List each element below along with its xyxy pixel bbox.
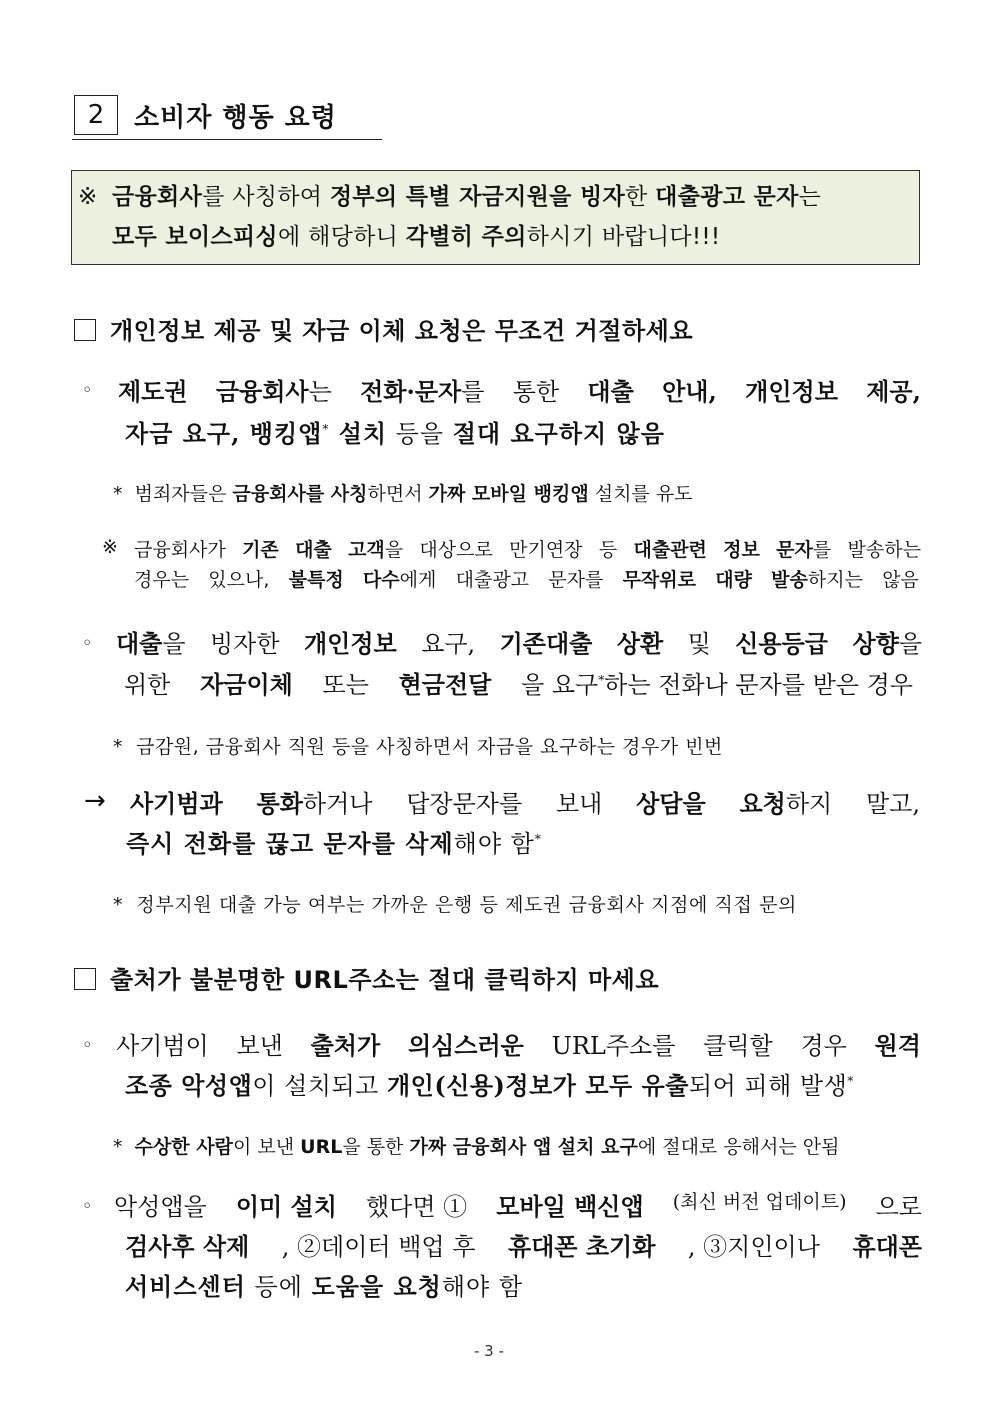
note-fake-banking-app: * 범죄자들은 금융회사를 사칭하면서 가짜 모바일 뱅킹앱 설치를 유도	[113, 483, 693, 505]
bullet1-line-1: 제도권 금융회사는 전화·문자를 통한 대출 안내, 개인정보 제공,	[118, 377, 921, 406]
bullet3-line-1: 사기범이 보낸 출처가 의심스러운 URL주소를 클릭할 경우 원격	[116, 1031, 921, 1060]
arrow-line-1: 사기범과 통화하거나 답장문자를 보내 상담을 요청하지 말고,	[130, 789, 920, 818]
page-number: - 3 -	[474, 1342, 504, 1360]
heading-no-url-click	[74, 960, 659, 995]
heading-refuse-requests	[74, 311, 693, 346]
bullet-mark: ◦	[82, 380, 93, 401]
warning-box	[71, 170, 920, 265]
heading-text: 개인정보 제공 및 자금 이체 요청은 무조건 거절하세요	[110, 317, 694, 345]
bullet-mark: ◦	[82, 1196, 93, 1217]
bullet-mark: ◦	[82, 1035, 93, 1056]
warning-line-1: 금융회사를 사칭하여 정부의 특별 자금지원을 빙자한 대출광고 문자는	[112, 184, 822, 210]
warning-mark: ※	[78, 184, 98, 210]
section-title: 소비자 행동 요령	[134, 103, 337, 133]
bullet4-line-3: 서비스센터 등에 도움을 요청해야 함	[125, 1272, 524, 1301]
bullet2-line-1: 대출을 빙자한 개인정보 요구, 기존대출 상환 및 신용등급 상향을	[116, 629, 922, 658]
checkbox-square-icon	[74, 968, 96, 990]
arrow-line-2: 즉시 전화를 끊고 문자를 삭제해야 함*	[126, 829, 542, 858]
heading-text: 출처가 불분명한 URL주소는 절대 클릭하지 마세요	[110, 966, 660, 994]
checkbox-square-icon	[74, 319, 96, 341]
note-impersonation: * 금감원, 금융회사 직원 등을 사칭하면서 자금을 요구하는 경우가 빈번	[113, 736, 723, 758]
bullet2-line-2: 위한 자금이체 또는 현금전달 을 요구*하는 전화나 문자를 받은 경우	[124, 670, 913, 699]
bullet3-line-2: 조종 악성앱이 설치되고 개인(신용)정보가 모두 유출되어 피해 발생*	[125, 1071, 854, 1100]
note-inquiry: * 정부지원 대출 가능 여부는 가까운 은행 등 제도권 금융회사 지점에 직접 문의	[113, 894, 798, 916]
arrow-right-icon: →	[84, 786, 106, 816]
bullet1-line-2: 자금 요구, 뱅킹앱* 설치 등을 절대 요구하지 않음	[125, 419, 665, 448]
note-mark: ※	[102, 536, 118, 558]
bullet-mark: ◦	[82, 633, 93, 654]
section-number: 2	[74, 95, 118, 135]
bullet4-line-2: 검사후 삭제 , ②데이터 백업 후 휴대폰 초기화 , ③지인이나 휴대폰	[125, 1232, 922, 1261]
note2-line-1: 금융회사가 기존 대출 고객을 대상으로 만기연장 등 대출관련 정보 문자를 발송하는	[134, 539, 921, 561]
note-suspicious-url: * 수상한 사람이 보낸 URL을 통한 가짜 금융회사 앱 설치 요구에 절대로 응해서는 안됨	[113, 1136, 840, 1158]
bullet4-line-1: 악성앱을 이미 설치 했다면 ① 모바일 백신앱 (최신 버전 업데이트) 으로	[114, 1191, 922, 1221]
warning-line-2: 모두 보이스피싱에 해당하니 각별히 주의하시기 바랍니다!!!	[112, 224, 721, 250]
note2-line-2: 경우는 있으나, 불특정 다수에게 대출광고 문자를 무작위로 대량 발송하지는 않음	[134, 569, 919, 591]
section-header	[72, 93, 382, 140]
